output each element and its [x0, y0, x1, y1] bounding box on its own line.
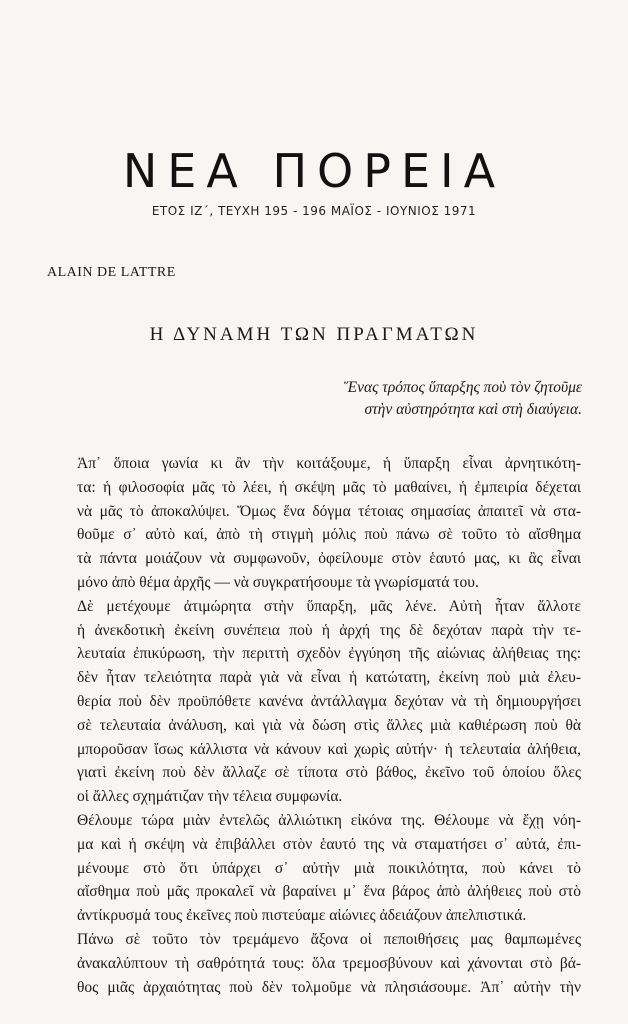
- epigraph: [344, 377, 582, 421]
- text-line: μόνο ἀπὸ θέμα ἀρχῆς — νὰ συγκρατήσουμε τὰ γνωρίσματά του.: [77, 573, 479, 591]
- text-line: ἀντίκρυσμά τους ἐκεῖνες ποὺ πιστεύαμε αἰώνιες ἀδειάζουν ἀπελπιστικά.: [77, 907, 527, 925]
- text-line: αἴσθημα ποὺ μᾶς προκαλεῖ νὰ βαραίνει μ᾿ ἕνα βάρος ἀπὸ ἀλήθειες ποὺ στὸ: [77, 883, 581, 901]
- article-body: [47, 452, 581, 999]
- text-line: Ἀπ᾿ ὅποια γωνία κι ἂν τὴν κοιτάξουμε, ἡ ὕπαρξη εἶναι ἀρνητικότη-: [77, 455, 581, 472]
- article-title: Η ΔΥΝΑΜΗ ΤΩΝ ΠΡΑΓΜΑΤΩΝ: [149, 324, 479, 345]
- text-line: μα καὶ ἡ σκέψη νὰ ἐπιβάλλει στὸν ἑαυτό της νὰ σταματήσει σ᾿ αὐτά, ἐπι-: [77, 835, 581, 853]
- text-line: μένουμε στὸ ὅτι ὑπάρχει σ᾿ αὐτὴν μιὰ ποικιλότητα, ποὺ κάνει τὸ: [77, 859, 581, 877]
- journal-masthead: ΝΕΑ ΠΟΡΕΙΑ: [122, 144, 506, 198]
- text-line: θοῦμε σ᾿ αὐτὸ καί, ἀπὸ τὴ στιγμὴ μόλις ποὺ πάνω σὲ τοῦτο τὸ αἴσθημα: [77, 526, 581, 544]
- issue-line: ΕΤΟΣ ΙΖ΄, ΤΕΥΧΗ 195 - 196 ΜΑΪΟΣ - ΙΟΥΝΙΟΣ 1971: [151, 204, 477, 218]
- text-line: Δὲ μετέχουμε ἀτιμώρητα στὴν ὕπαρξη, μᾶς λένε. Αὐτὴ ἦταν ἄλλοτε: [77, 597, 581, 615]
- text-line: οἱ ἄλλες σχημάτιζαν τὴν τέλεια συμφωνία.: [77, 788, 343, 806]
- text-line: σὲ τελευταία ἀνάλυση, καὶ γιὰ νὰ δώση στὶς ἄλλες μιὰ καθιέρωση ποὺ θὰ: [77, 716, 581, 734]
- paragraph: [47, 809, 581, 928]
- paragraph: [47, 595, 581, 809]
- paragraph: [47, 928, 581, 999]
- text-line: θος μιᾶς ἀρχαιότητας ποὺ δὲν τολμοῦμε νὰ πλησιάσουμε. Ἀπ᾿ αὐτὴν τὴν: [77, 978, 581, 996]
- text-line: ἀνακαλύπτουν τὴ σαθρότητά τους: ὅλα τρεμοσβύνουν καὶ χάνονται στὸ βά-: [77, 954, 581, 972]
- text-line: μποροῦσαν ἴσως κάλλιστα νὰ κάνουν καὶ χωρὶς αὐτήν· ἡ τελευταία ἀλήθεια,: [77, 740, 581, 758]
- text-line: Πάνω σὲ τοῦτο τὸν τρεμάμενο ἄξονα οἱ πεποιθήσεις μας θαμπωμένες: [77, 930, 581, 948]
- text-line: τὰ πάντα μοιάζουν νὰ συμφωνοῦν, ὀφείλουμε στὸν ἑαυτό μας, κι ἂς εἶναι: [77, 550, 581, 568]
- text-line: Θέλουμε τώρα μιὰν ἐντελῶς ἀλλιώτικη εἰκόνα της. Θέλουμε νὰ ἔχῃ νόη-: [77, 811, 581, 829]
- text-line: λευταία ἐπικύρωση, τὴν περιττὴ σχεδὸν ἐγγύηση τῆς αἰώνιας ἀλήθειας της:: [77, 645, 581, 663]
- text-line: τα: ἡ φιλοσοφία μᾶς τὸ λέει, ἡ σκέψη μᾶς τὸ μαθαίνει, ἡ ἐμπειρία δέχεται: [77, 478, 581, 496]
- epigraph-line: στὴν αὐστηρότητα καὶ στὴ διαύγεια.: [364, 401, 582, 418]
- paragraph: [47, 452, 581, 595]
- epigraph-line: Ἕνας τρόπος ὕπαρξης ποὺ τὸν ζητοῦμε: [343, 379, 582, 396]
- text-line: ἡ ἀνεκδοτικὴ ἐκείνη συνέπεια ποὺ ἡ ἀρχή της δὲ δεχόταν παρὰ τὴν τε-: [77, 621, 581, 639]
- article-author: ALAIN DE LATTRE: [47, 265, 176, 280]
- text-line: δὲν ἦταν τελειότητα παρὰ γιὰ νὰ εἶναι ἡ κατώτατη, ἐκείνη ποὺ μιὰ ἐλευ-: [77, 669, 581, 687]
- text-line: νὰ μᾶς τὸ ἀποκαλύψει. Ὅμως ἕνα δόγμα τέτοιας σημασίας ἀπαιτεῖ νὰ στα-: [77, 502, 581, 520]
- text-line: γιατὶ ἐκείνη ποὺ δὲν ἄλλαζε σὲ τίποτα στὸ βάθος, ἐκεῖνο τοῦ ὁποίου ὅλες: [77, 764, 581, 782]
- text-line: θερία ποὺ δὲν προϋπόθετε κανένα ἀντάλλαγμα δεχόταν νὰ τὴ δημιουργήσει: [77, 692, 581, 710]
